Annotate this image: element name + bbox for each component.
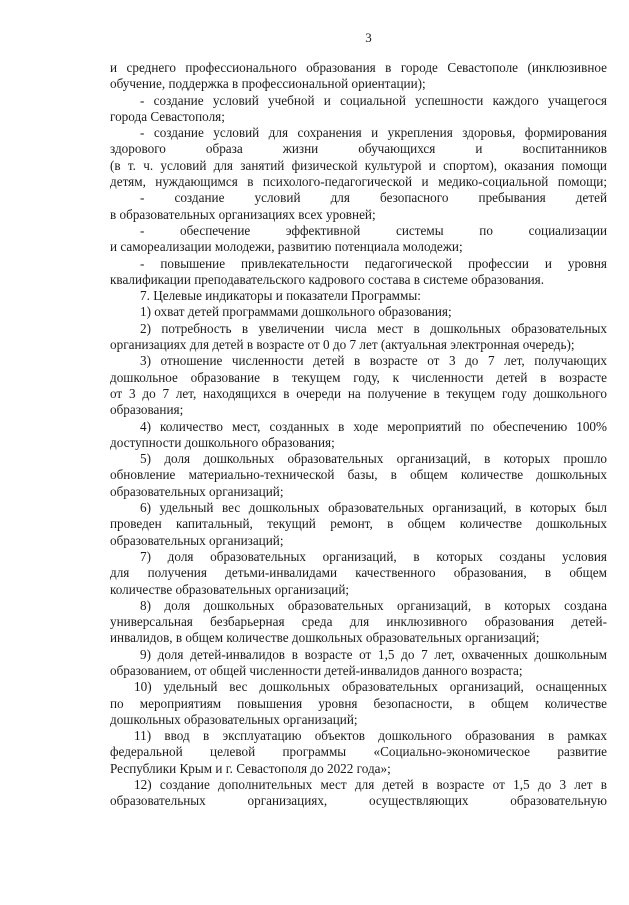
text-line: образовательных организаций; — [110, 532, 284, 548]
text-line: города Севастополя; — [110, 108, 225, 124]
text-line: обучение, поддержка в профессиональной ориентации); — [110, 76, 426, 92]
text-line: универсальная безбарьерная среда для инклюзивного образования детей- — [110, 614, 607, 630]
text-line: 7) доля образовательных организаций, в которых созданы условия — [140, 548, 607, 564]
text-line: 1) охват детей программами дошкольного образования; — [140, 304, 452, 320]
text-line: образованием, от общей численности детей-инвалидов данного возраста; — [110, 662, 523, 678]
text-line: и среднего профессионального образования в городе Севастополе (инклюзивное — [110, 60, 607, 75]
text-line: количестве образовательных организаций; — [110, 581, 350, 597]
text-line: 6) удельный вес дошкольных образовательных организаций, в которых был — [140, 500, 607, 516]
text-line: - создание условий для безопасного пребывания детей — [140, 190, 607, 206]
text-line: образовательных организациях, осуществляющих образовательную — [110, 793, 607, 809]
text-line: 10) удельный вес дошкольных образовательных организаций, оснащенных — [134, 679, 607, 695]
document-body — [110, 60, 607, 810]
text-line: Республики Крым и г. Севастополя до 2022 года»; — [110, 760, 391, 776]
text-line: организациях для детей в возрасте от 0 до 7 лет (актуальная электронная очередь); — [110, 337, 575, 353]
text-line: от 3 до 7 лет, находящихся в очереди на получение в текущем году дошкольного — [110, 385, 607, 401]
text-line: федеральной целевой программы «Социально-экономическое развитие — [110, 744, 607, 760]
text-line: для получения детьми-инвалидами качественного образования, в общем — [110, 565, 607, 581]
text-line: - создание условий учебной и социальной успешности каждого учащегося — [140, 92, 607, 108]
text-line: 12) создание дополнительных мест для детей в возрасте от 1,5 до 3 лет в — [134, 777, 607, 793]
text-line: квалификации преподавательского кадрового состава в системе образования. — [110, 271, 544, 287]
text-line: детям, нуждающимся в психолого-педагогической и медико-социальной помощи; — [110, 174, 607, 190]
text-line: образовательных организаций; — [110, 483, 284, 499]
text-line: - создание условий для сохранения и укрепления здоровья, формирования — [140, 125, 607, 141]
text-line: доступности дошкольного образования; — [110, 434, 335, 450]
text-line: дошкольное образование в текущем году, к численности детей в возрасте — [110, 369, 607, 385]
text-line: образования; — [110, 402, 184, 418]
text-line: - обеспечение эффективной системы по социализации — [140, 222, 607, 238]
text-line: в образовательных организациях всех уровней; — [110, 206, 376, 222]
text-line: и самореализации молодежи, развитию потенциала молодежи; — [110, 239, 463, 255]
text-line: обновление материально-технической базы, в общем количестве дошкольных — [110, 467, 607, 483]
text-line: 5) доля дошкольных образовательных организаций, в которых прошло — [140, 451, 607, 467]
text-line: 7. Целевые индикаторы и показатели Программы: — [140, 288, 421, 304]
text-line: дошкольных образовательных организаций; — [110, 711, 358, 727]
text-line: - повышение привлекательности педагогической профессии и уровня — [140, 255, 607, 271]
text-line: (в т. ч. условий для занятий физической культурой и спортом), оказания помощи — [110, 157, 607, 173]
text-line: 11) ввод в эксплуатацию объектов дошкольного образования в рамках — [134, 728, 607, 744]
text-line: 4) количество мест, созданных в ходе мероприятий по обеспечению 100% — [140, 418, 607, 434]
page-number: 3 — [365, 30, 372, 45]
text-line: здорового образа жизни обучающихся и воспитанников — [110, 141, 607, 157]
text-line: проведен капитальный, текущий ремонт, в общем количестве дошкольных — [110, 516, 607, 532]
text-line: 3) отношение численности детей в возрасте от 3 до 7 лет, получающих — [140, 353, 607, 369]
text-line: инвалидов, в общем количестве дошкольных образовательных организаций; — [110, 630, 540, 646]
text-line: 9) доля детей-инвалидов в возрасте от 1,5 до 7 лет, охваченных дошкольным — [140, 646, 607, 662]
text-line: по мероприятиям повышения уровня безопасности, в общем количестве — [110, 695, 607, 711]
text-line: 2) потребность в увеличении числа мест в дошкольных образовательных — [140, 320, 607, 336]
text-line: 8) доля дошкольных образовательных организаций, в которых создана — [140, 597, 607, 613]
